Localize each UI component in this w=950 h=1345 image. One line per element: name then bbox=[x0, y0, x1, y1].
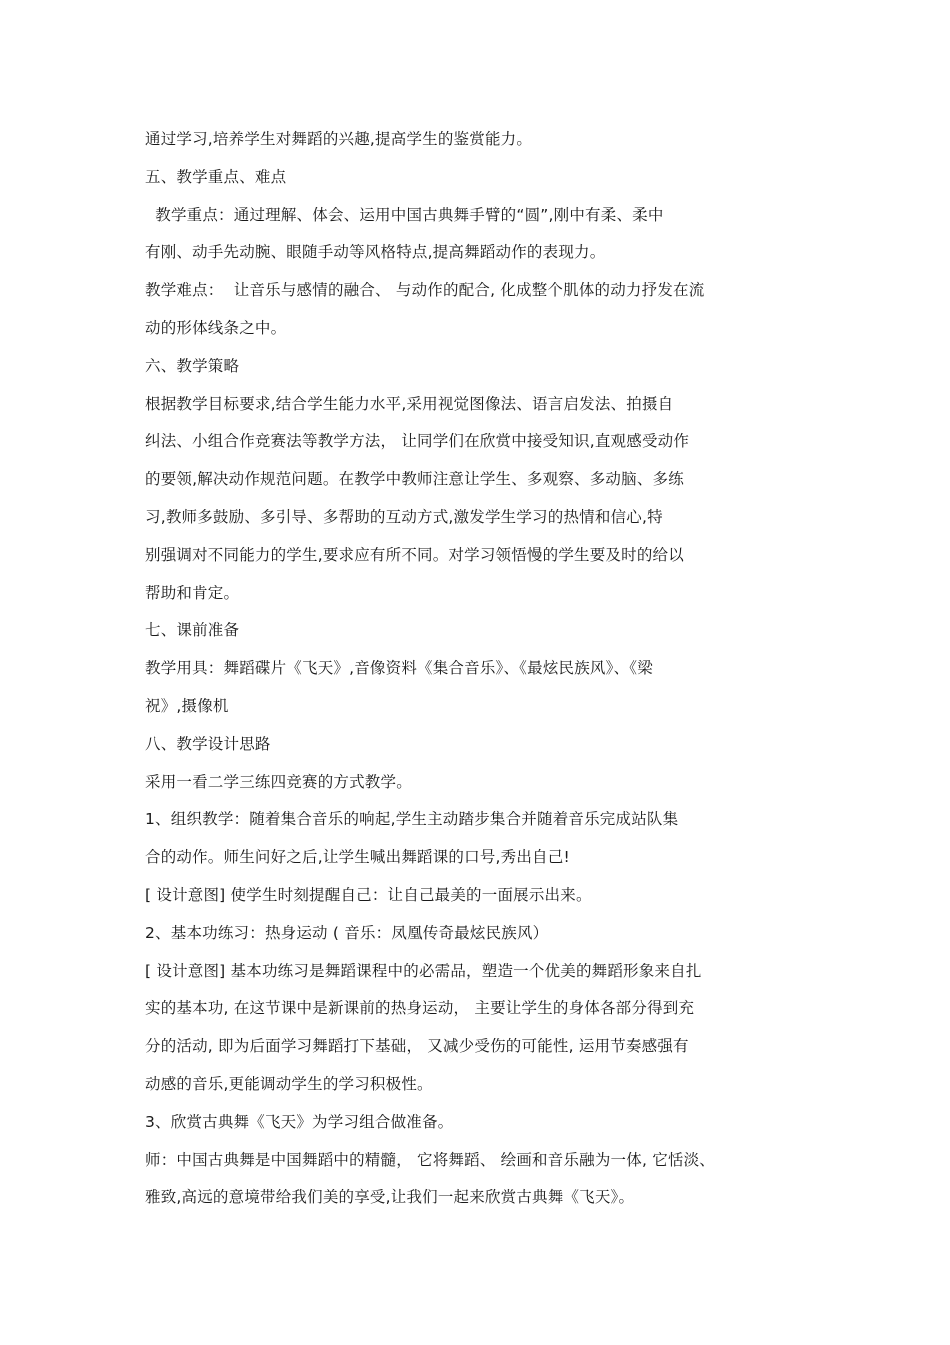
text-line: 通过学习,培养学生对舞蹈的兴趣,提高学生的鉴赏能力。 bbox=[145, 130, 533, 148]
text-line: 采用一看二学三练四竞赛的方式教学。 bbox=[145, 772, 412, 791]
document-body bbox=[145, 121, 795, 1217]
text-line: 的要领,解决动作规范问题。在教学中教师注意让学生、多观察、多动脑、多练 bbox=[145, 470, 684, 489]
text-line: [ 设计意图] 使学生时刻提醒自己：让自己最美的一面展示出来。 bbox=[145, 885, 592, 904]
text-line: 祝》,摄像机 bbox=[145, 696, 229, 715]
section-heading-5: 五、教学重点、难点 bbox=[145, 167, 287, 186]
text-line: 习,教师多鼓励、多引导、多帮助的互动方式,激发学生学习的热情和信心,特 bbox=[145, 507, 663, 526]
section-heading-7: 七、课前准备 bbox=[145, 621, 240, 640]
text-line: 实的基本功, 在这节课中是新课前的热身运动， 主要让学生的身体各部分得到充 bbox=[145, 999, 695, 1018]
text-line: 3、欣赏古典舞《飞天》为学习组合做准备。 bbox=[145, 1112, 454, 1131]
text-line: 教学重点：通过理解、体会、运用中国古典舞手臂的“圆”,刚中有柔、柔中 bbox=[145, 205, 664, 224]
text-line: [ 设计意图] 基本功练习是舞蹈课程中的必需品，塑造一个优美的舞蹈形象来自扎 bbox=[145, 961, 702, 980]
text-line: 动的形体线条之中。 bbox=[145, 318, 287, 337]
section-heading-6: 六、教学策略 bbox=[145, 356, 240, 375]
text-line: 雅致,高远的意境带给我们美的享受,让我们一起来欣赏古典舞《飞天》。 bbox=[145, 1188, 635, 1207]
text-line: 动感的音乐,更能调动学生的学习积极性。 bbox=[145, 1074, 433, 1093]
text-line: 师：中国古典舞是中国舞蹈中的精髓， 它将舞蹈、 绘画和音乐融为一体, 它恬淡、 bbox=[145, 1150, 716, 1169]
text-line: 1、组织教学：随着集合音乐的响起,学生主动踏步集合并随着音乐完成站队集 bbox=[145, 810, 679, 829]
text-line: 有刚、动手先动腕、眼随手动等风格特点,提高舞蹈动作的表现力。 bbox=[145, 243, 606, 262]
text-line: 2、基本功练习：热身运动 ( 音乐：凤凰传奇最炫民族风） bbox=[145, 923, 549, 942]
text-line: 教学用具：舞蹈碟片《飞天》,音像资料《集合音乐》、《最炫民族风》、《梁 bbox=[145, 659, 653, 678]
text-line: 教学难点： 让音乐与感情的融合、 与动作的配合, 化成整个肌体的动力抒发在流 bbox=[145, 281, 705, 300]
section-heading-8: 八、教学设计思路 bbox=[145, 734, 271, 753]
text-line: 分的活动, 即为后面学习舞蹈打下基础， 又减少受伤的可能性, 运用节奏感强有 bbox=[145, 1037, 689, 1056]
text-line: 帮助和肯定。 bbox=[145, 583, 240, 602]
text-line: 纠法、小组合作竞赛法等教学方法， 让同学们在欣赏中接受知识,直观感受动作 bbox=[145, 432, 690, 451]
text-line: 根据教学目标要求,结合学生能力水平,采用视觉图像法、语言启发法、拍摄自 bbox=[145, 394, 674, 413]
text-line: 合的动作。师生问好之后,让学生喊出舞蹈课的口号,秀出自己! bbox=[145, 848, 570, 867]
text-line: 别强调对不同能力的学生,要求应有所不同。对学习领悟慢的学生要及时的给以 bbox=[145, 545, 684, 564]
